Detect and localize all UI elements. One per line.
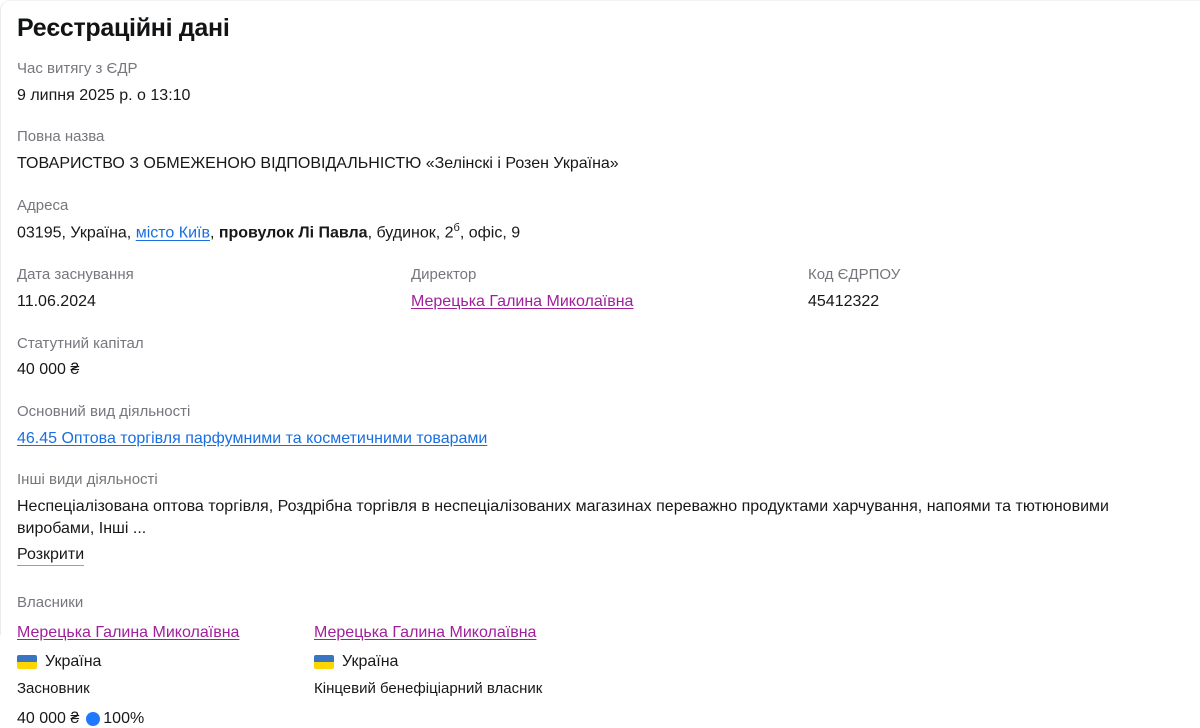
owner-share-percent: 100%: [103, 710, 145, 728]
capital-value: 40 000 ₴: [17, 361, 80, 379]
ukraine-flag-icon: [17, 655, 37, 669]
field-full-name: [17, 128, 1184, 174]
ukraine-flag-icon: [314, 655, 334, 669]
owner-card-beneficiary: [314, 624, 1184, 728]
owner-country-label: Україна: [45, 653, 102, 671]
founded-label: Дата заснування: [17, 266, 134, 284]
owner-country-label: Україна: [342, 653, 399, 671]
address-after-city: ,: [209, 224, 219, 242]
page-title: Реєстраційні дані: [17, 14, 230, 42]
owners-label: Власники: [17, 594, 84, 612]
owner-name-link[interactable]: Мерецька Галина Миколаївна: [314, 624, 537, 642]
address-building-sup: б: [453, 222, 460, 235]
owners-section: [17, 594, 1184, 728]
address-value: [17, 221, 1184, 244]
field-founded: [17, 266, 411, 312]
full-name-label: Повна назва: [17, 128, 105, 146]
expand-activities-link[interactable]: Розкрити: [17, 546, 84, 566]
owner-card-founder: [17, 624, 314, 728]
founded-value: 11.06.2024: [17, 293, 96, 311]
share-pie-icon: [86, 712, 100, 726]
address-city-link[interactable]: місто Київ: [135, 224, 210, 242]
director-link[interactable]: Мерецька Галина Миколаївна: [411, 293, 634, 311]
owner-country-row: [17, 653, 314, 671]
extract-time-label: Час витягу з ЄДР: [17, 60, 138, 77]
full-name-value: ТОВАРИСТВО З ОБМЕЖЕНОЮ ВІДПОВІДАЛЬНІСТЮ «Зелінскі і Розен Україна»: [17, 155, 619, 173]
field-capital: [17, 335, 1184, 381]
owner-share-amount: 40 000 ₴: [17, 710, 80, 728]
edrpou-value: 45412322: [808, 293, 880, 311]
owner-country-row: [314, 653, 1184, 671]
address-suffix: , офіс, 9: [459, 224, 521, 242]
field-extract-time: [17, 60, 1184, 106]
other-activities-value: Неспеціалізована оптова торгівля, Роздрібна торгівля в неспеціалізованих магазинах переважно продуктами харчування, напоями та тютюновими виробами, Інші ...: [17, 498, 1109, 537]
owner-role: Кінцевий бенефіціарний власник: [314, 680, 543, 698]
main-activity-label: Основний вид діяльності: [17, 403, 191, 421]
address-middle: , будинок, 2: [367, 224, 454, 242]
owners-row: [17, 624, 1184, 728]
other-activities-label: Інші види діяльності: [17, 471, 158, 489]
field-director: [411, 266, 808, 312]
field-main-activity: [17, 403, 1184, 449]
owner-name-link[interactable]: Мерецька Галина Миколаївна: [17, 624, 240, 642]
director-label: Директор: [411, 266, 477, 284]
address-street: провулок Лі Павла: [218, 224, 368, 242]
owner-role: Засновник: [17, 680, 90, 698]
field-edrpou: [808, 266, 1184, 312]
field-other-activities: [17, 471, 1184, 566]
field-address: [17, 197, 1184, 245]
edrpou-label: Код ЄДРПОУ: [808, 266, 901, 284]
owner-share-row: [17, 710, 314, 728]
address-label: Адреса: [17, 196, 69, 214]
founded-director-edrpou-row: [17, 266, 1184, 312]
main-activity-link[interactable]: 46.45 Оптова торгівля парфумними та косметичними товарами: [17, 429, 488, 447]
address-prefix: 03195, Україна,: [17, 224, 136, 242]
capital-label: Статутний капітал: [17, 334, 144, 352]
extract-time-value: 9 липня 2025 р. о 13:10: [17, 86, 191, 104]
